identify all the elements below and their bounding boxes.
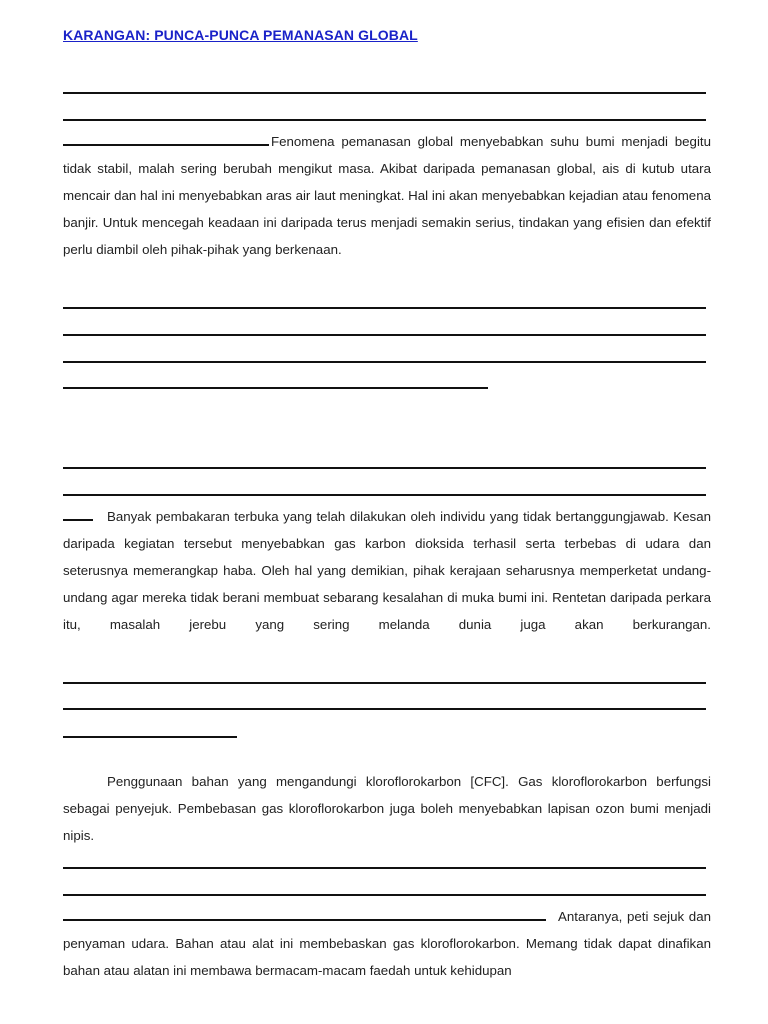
blank-line bbox=[63, 682, 706, 684]
blank-line bbox=[63, 867, 706, 869]
blank-line bbox=[63, 135, 269, 146]
blank-line bbox=[63, 510, 93, 521]
blank-line bbox=[63, 361, 706, 363]
blank-line bbox=[63, 894, 706, 896]
paragraph-4-text: Antaranya, peti sejuk dan penyaman udara. Bahan atau alat ini membebaskan gas kloroflorokarbon. Memang tidak dapat dinafikan bahan atau alatan ini membawa bermacam-macam faedah untuk kehidupan bbox=[63, 909, 711, 978]
paragraph-4 bbox=[63, 903, 711, 984]
blank-line bbox=[63, 736, 237, 738]
blank-line bbox=[63, 334, 706, 336]
paragraph-3 bbox=[63, 768, 711, 849]
blank-line bbox=[63, 708, 706, 710]
paragraph-1-text: Fenomena pemanasan global menyebabkan suhu bumi menjadi begitu tidak stabil, malah sering berubah mengikut masa. Akibat daripada pemanasan global, ais di kutub utara mencair dan hal ini menyebabkan aras air laut meningkat. Hal ini akan menyebabkan kejadian atau fenomena banjir. Untuk mencegah keadaan ini daripada terus menjadi semakin serius, tindakan yang efisien dan efektif perlu diambil oleh pihak-pihak yang berkenaan. bbox=[63, 134, 711, 257]
blank-line bbox=[63, 119, 706, 121]
blank-line bbox=[63, 307, 706, 309]
paragraph-3-text: Penggunaan bahan yang mengandungi kloroflorokarbon [CFC]. Gas kloroflorokarbon berfungsi sebagai penyejuk. Pembebasan gas kloroflorokarbon juga boleh menyebabkan lapisan ozon bumi menjadi nipis. bbox=[63, 774, 711, 843]
blank-line bbox=[63, 387, 488, 389]
paragraph-2 bbox=[63, 503, 711, 638]
paragraph-2-text: Banyak pembakaran terbuka yang telah dilakukan oleh individu yang tidak bertanggungjawab. Kesan daripada kegiatan tersebut menyebabkan gas karbon dioksida terhasil serta terbebas di udara dan seterusnya memerangkap haba. Oleh hal yang demikian, pihak kerajaan seharusnya memperketat undang-undang agar mereka tidak berani membuat sebarang kesalahan di muka bumi ini. Rentetan daripada perkara itu, masalah jerebu yang sering melanda dunia juga akan berkurangan. bbox=[63, 509, 711, 632]
blank-line bbox=[63, 910, 546, 921]
blank-line bbox=[63, 494, 706, 496]
blank-line bbox=[63, 467, 706, 469]
paragraph-1 bbox=[63, 128, 711, 263]
essay-title: KARANGAN: PUNCA-PUNCA PEMANASAN GLOBAL bbox=[63, 27, 418, 43]
blank-line bbox=[63, 92, 706, 94]
